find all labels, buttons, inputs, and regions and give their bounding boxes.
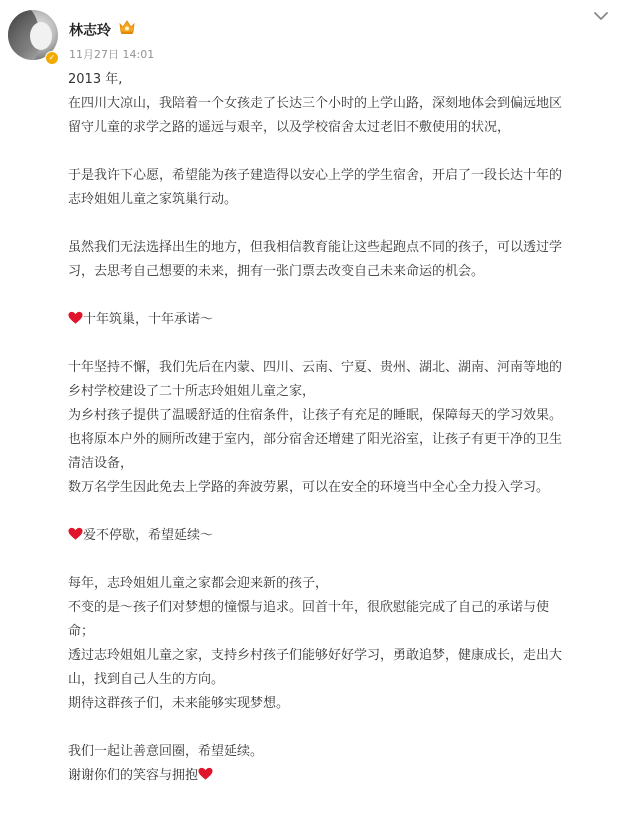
post-line: 命； [68, 624, 95, 639]
post-line: 虽然我们无法选择出生的地方，但我相信教育能让这些起跑点不同的孩子，可以透过学 [68, 240, 563, 255]
post-line: 数万名学生因此免去上学路的奔波劳累，可以在安全的环境当中全心全力投入学习。 [68, 480, 550, 495]
section-heading [68, 308, 618, 332]
section-heading [68, 524, 618, 548]
post-line: 期待这群孩子们，未来能够实现梦想。 [68, 696, 290, 711]
post-line: 不变的是～孩子们对梦想的憧憬与追求。回首十年，很欣慰能完成了自己的承诺与使 [68, 600, 550, 615]
post-line: 十年坚持不懈，我们先后在内蒙、四川、云南、宁夏、贵州、湖北、湖南、河南等地的 [68, 360, 563, 375]
section-heading-text: 爱不停歇，希望延续～ [83, 528, 214, 543]
post-line: 在四川大凉山，我陪着一个女孩走了长达三个小时的上学山路，深刻地体会到偏远地区 [68, 96, 563, 111]
post-timestamp[interactable]: 11月27日 14:01 [69, 48, 155, 61]
post-line: 留守儿童的求学之路的遥远与艰辛，以及学校宿舍太过老旧不敷使用的状况， [68, 120, 511, 135]
post-line: 乡村学校建设了二十所志玲姐姐儿童之家， [68, 384, 316, 399]
red-heart-icon [68, 527, 83, 541]
post-line: 志玲姐姐儿童之家筑巢行动。 [68, 192, 238, 207]
post-content [68, 68, 618, 788]
post-line: 每年，志玲姐姐儿童之家都会迎来新的孩子， [68, 576, 329, 591]
post-line: 为乡村孩子提供了温暖舒适的住宿条件，让孩子有充足的睡眠，保障每天的学习效果。 [68, 408, 563, 423]
crown-icon [118, 19, 136, 35]
chevron-down-icon[interactable] [593, 10, 609, 22]
post-line: 山，找到自己人生的方向。 [68, 672, 225, 687]
post-line: 我们一起让善意回圈，希望延续。 [68, 744, 264, 759]
post-line: 清洁设备， [68, 456, 134, 471]
avatar-face [30, 22, 52, 50]
post-line: 透过志玲姐姐儿童之家，支持乡村孩子们能够好好学习，勇敢追梦，健康成长，走出大 [68, 648, 563, 663]
section-heading-text: 十年筑巢，十年承诺～ [83, 312, 214, 327]
red-heart-icon [68, 311, 83, 325]
closing-line [68, 764, 618, 788]
post-line: 也将原本户外的厕所改建于室内，部分宿舍还增建了阳光浴室，让孩子有更干净的卫生 [68, 432, 563, 447]
closing-line-text: 谢谢你们的笑容与拥抱 [68, 768, 199, 783]
post-line: 习，去思考自己想要的未来，拥有一张门票去改变自己未来命运的机会。 [68, 264, 485, 279]
post-line: 2013 年, [68, 72, 123, 87]
post-line: 于是我许下心愿，希望能为孩子建造得以安心上学的学生宿舍，开启了一段长达十年的 [68, 168, 563, 183]
verified-badge-icon: ✓ [45, 51, 59, 65]
username[interactable]: 林志玲 [69, 23, 111, 39]
red-heart-icon [198, 767, 213, 781]
